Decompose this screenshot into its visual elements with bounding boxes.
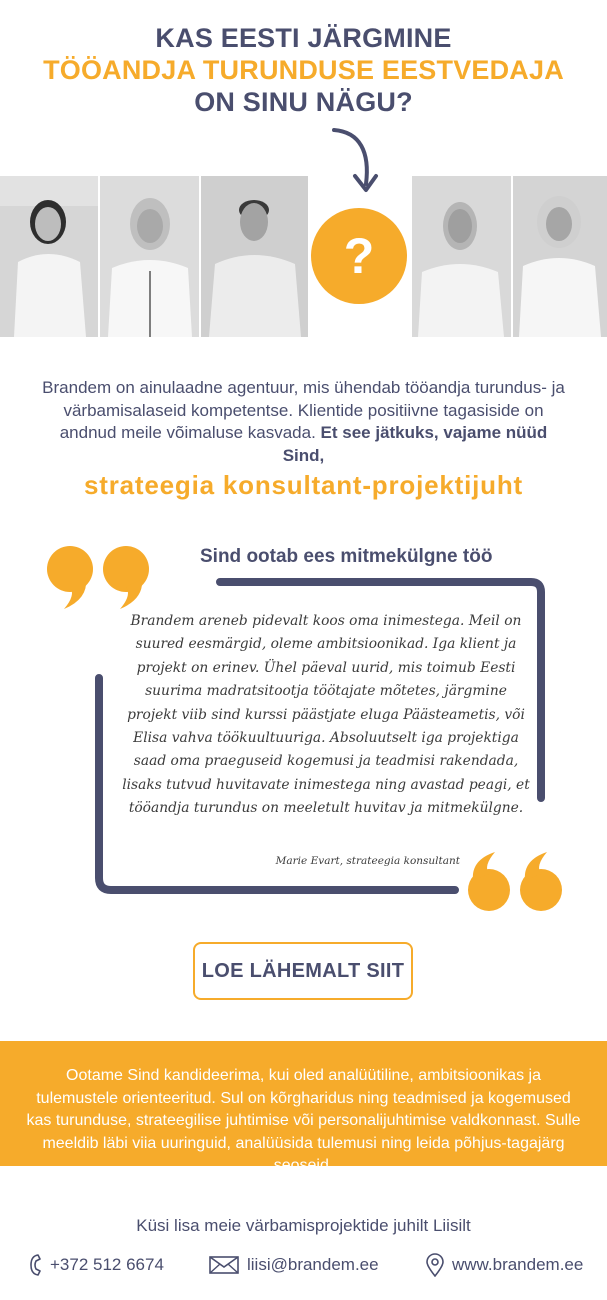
requirements-band	[0, 1041, 607, 1174]
headline-line-3: ON SINU NÄGU?	[194, 87, 413, 117]
team-photo-1	[0, 176, 98, 337]
quote-title: Sind ootab ees mitmekülgne töö	[200, 546, 493, 567]
contact-email[interactable]	[209, 1253, 379, 1277]
intro-text: Brandem on ainulaadne agentuur, mis ühendab tööandja turundus- ja värbamisalaseid kompetentse. Klientide positiivne tagasiside on andnud meile võimaluse kasvada.	[42, 378, 565, 442]
location-pin-icon	[426, 1253, 444, 1277]
contact-website[interactable]	[426, 1253, 583, 1277]
requirements-text: Ootame Sind kandideerima, kui oled analüütiline, ambitsioonikas ja tulemustele orienteeritud. Sul on kõrgharidus ning teadmised ja kogemused kas turunduse, strateegilise juhtimise või personalijuhtimise valdkonnast. Sulle meeldib läbi viia uuringuid, analüüsida tulemusi ning leida põhjus-tagajärg seoseid.	[26, 1067, 581, 1174]
close-quote-icon	[465, 850, 565, 916]
phone-icon	[28, 1253, 42, 1277]
contact-title: Küsi lisa meie värbamisprojektide juhilt Liisilt	[136, 1216, 471, 1235]
role-title: strateegia konsultant-projektijuht	[84, 470, 523, 500]
team-photos	[0, 176, 607, 337]
team-photo-5	[513, 176, 607, 337]
intro-paragraph	[40, 377, 567, 467]
headline-line-2: TÖÖANDJA TURUNDUSE EESTVEDAJA	[43, 55, 564, 85]
quote-author: Marie Evart, strateegia konsultant	[275, 855, 460, 867]
team-photo-3	[201, 176, 308, 337]
team-photo-2	[100, 176, 199, 337]
question-mark-badge: ?	[311, 208, 407, 304]
contact-phone[interactable]	[28, 1253, 164, 1277]
read-more-button[interactable]: LOE LÄHEMALT SIIT	[193, 942, 413, 1000]
email-address[interactable]: liisi@brandem.ee	[247, 1255, 379, 1274]
intro-emphasis: Et see jätkuks, vajame nüüd Sind,	[282, 423, 548, 465]
phone-number[interactable]: +372 512 6674	[50, 1255, 164, 1274]
headline	[0, 22, 607, 118]
team-photo-4	[412, 176, 511, 337]
headline-line-1: KAS EESTI JÄRGMINE	[155, 23, 452, 53]
mail-icon	[209, 1256, 239, 1274]
quote-body: Brandem areneb pidevalt koos oma inimestega. Meil on suured eesmärgid, oleme ambitsioonikad. Iga klient ja projekt on erinev. Ühel päeval uurid, mis toimub Eesti suurima madratsitootja töötajate mõtetes, järgmine projekt viib sind kurssi päästjate eluga Päästeametis, või Elisa vahva töökuultuuriga. Absoluutselt iga projektiga saad oma praeguseid kogemusi ja teadmisi rakendada, lisaks tutvud huvitavate inimestega ning avastad peagi, et tööandja turundus on meeletult huvitav ja mitmekülgne.	[122, 613, 530, 817]
website-url[interactable]: www.brandem.ee	[452, 1255, 584, 1274]
